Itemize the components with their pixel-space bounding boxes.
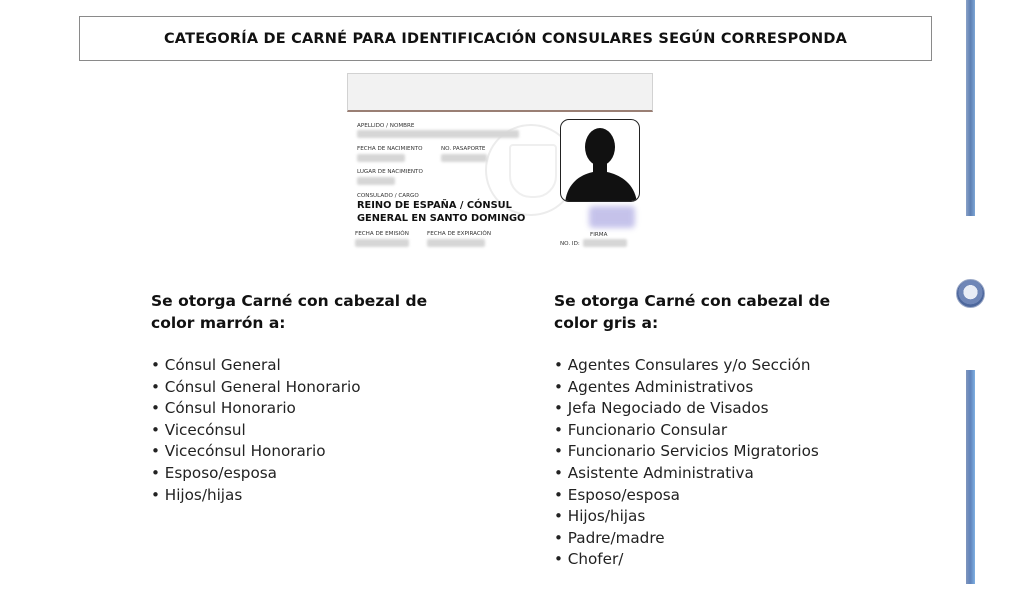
redacted-expiry-date — [427, 239, 485, 247]
card-body — [347, 114, 653, 260]
card-label-expiry: FECHA DE EXPIRACIÓN — [427, 231, 492, 237]
card-label-passport: NO. PASAPORTE — [441, 146, 486, 152]
redacted-birthplace — [357, 177, 395, 185]
person-silhouette-icon — [561, 120, 640, 202]
brown-column-list — [151, 355, 481, 506]
brown-header-column — [151, 290, 481, 506]
brown-column-heading: Se otorga Carné con cabezal de color marrón a: — [151, 292, 428, 332]
card-label-issue: FECHA DE EMISIÓN — [355, 231, 409, 237]
list-item: • Funcionario Servicios Migratorios — [554, 442, 819, 461]
gray-column-list — [554, 355, 894, 571]
redacted-id-number — [583, 239, 627, 247]
card-label-dob: FECHA DE NACIMIENTO — [357, 146, 423, 152]
card-consulate-line2: GENERAL EN SANTO DOMINGO — [357, 213, 526, 224]
list-item: • Esposo/esposa — [151, 463, 277, 482]
list-item: • Hijos/hijas — [151, 485, 243, 504]
list-item: • Hijos/hijas — [554, 507, 646, 526]
decorative-side-bar-bottom — [966, 370, 975, 584]
card-consulate-line1: REINO DE ESPAÑA / CÓNSUL — [357, 200, 512, 211]
id-card-sample — [347, 73, 653, 260]
redacted-dob — [357, 154, 405, 162]
list-item: • Agentes Administrativos — [554, 377, 754, 396]
card-label-consulate: CONSULADO / CARGO — [357, 193, 419, 199]
list-item: • Esposo/esposa — [554, 485, 680, 504]
decorative-side-bar-top — [966, 0, 975, 216]
gray-header-column — [554, 290, 894, 571]
page-title-box — [79, 16, 932, 61]
card-label-id: NO. ID: — [560, 241, 580, 247]
card-label-birthplace: LUGAR DE NACIMIENTO — [357, 169, 423, 175]
list-item: • Cónsul General — [151, 356, 281, 374]
institution-seal-icon — [956, 279, 985, 308]
photo-frame — [560, 119, 640, 202]
list-item: • Asistente Administrativa — [554, 463, 754, 482]
redacted-issue-date — [355, 239, 409, 247]
redacted-passport — [441, 154, 487, 162]
card-label-name: APELLIDO / NOMBRE — [357, 123, 415, 129]
card-header — [347, 73, 653, 112]
list-item: • Vicecónsul Honorario — [151, 442, 326, 461]
list-item: • Agentes Consulares y/o Sección — [554, 356, 811, 374]
list-item: • Vicecónsul — [151, 420, 246, 439]
list-item: • Funcionario Consular — [554, 420, 728, 439]
list-item: • Padre/madre — [554, 528, 665, 547]
page-title: CATEGORÍA DE CARNÉ PARA IDENTIFICACIÓN CONSULARES SEGÚN CORRESPONDA — [163, 30, 848, 47]
redacted-signature — [589, 206, 635, 228]
list-item: • Chofer/ — [554, 550, 624, 569]
card-label-signature: FIRMA — [590, 232, 608, 238]
list-item: • Jefa Negociado de Visados — [554, 399, 769, 418]
list-item: • Cónsul General Honorario — [151, 377, 361, 396]
redacted-name — [357, 130, 519, 138]
gray-column-heading: Se otorga Carné con cabezal de color gris a: — [554, 292, 831, 332]
list-item: • Cónsul Honorario — [151, 399, 296, 418]
